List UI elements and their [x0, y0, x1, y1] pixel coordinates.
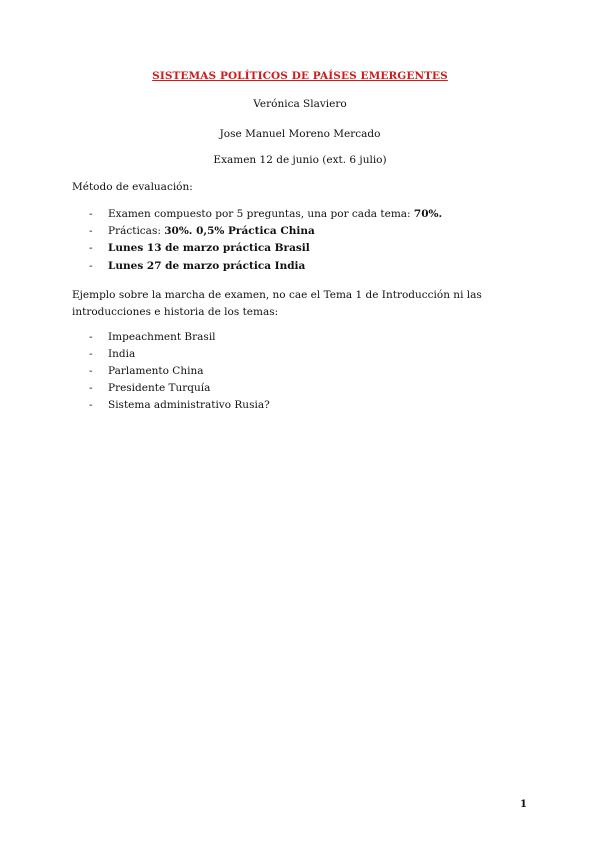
list-item-text [108, 208, 442, 220]
exam-date: Examen 12 de junio (ext. 6 julio) [213, 154, 387, 166]
list-dash: - [89, 260, 93, 272]
list-dash: - [89, 348, 93, 360]
list-item-text: Parlamento China [108, 365, 204, 377]
author-name: Jose Manuel Moreno Mercado [219, 128, 381, 140]
item-text: Examen compuesto por 5 preguntas, una por cada tema: [108, 208, 414, 220]
list-item-text: Impeachment Brasil [108, 331, 216, 343]
list-item-text: Presidente Turquía [108, 382, 211, 394]
list-item-text: Lunes 27 de marzo práctica India [108, 260, 306, 272]
document-title: SISTEMAS POLÍTICOS DE PAÍSES EMERGENTES [152, 70, 448, 82]
list-dash: - [89, 208, 93, 220]
item-bold-text: 30%. 0,5% Práctica China [164, 225, 315, 237]
list-dash: - [89, 331, 93, 343]
author-name: Verónica Slaviero [253, 98, 347, 110]
list-dash: - [89, 242, 93, 254]
list-item-text: India [108, 348, 136, 360]
list-item-text: Lunes 13 de marzo práctica Brasil [108, 242, 310, 254]
method-heading: Método de evaluación: [72, 181, 193, 193]
page-number: 1 [520, 799, 527, 810]
list-dash: - [89, 399, 93, 411]
list-dash: - [89, 382, 93, 394]
list-item-text [108, 225, 315, 237]
item-bold-text: 70%. [413, 208, 443, 220]
example-paragraph: Ejemplo sobre la marcha de examen, no cae el Tema 1 de Introducción ni las introducciones e historia de los temas: [72, 289, 482, 318]
list-dash: - [89, 365, 93, 377]
list-item-text: Sistema administrativo Rusia? [108, 399, 270, 411]
list-dash: - [89, 225, 93, 237]
item-text: Prácticas: [108, 225, 165, 237]
